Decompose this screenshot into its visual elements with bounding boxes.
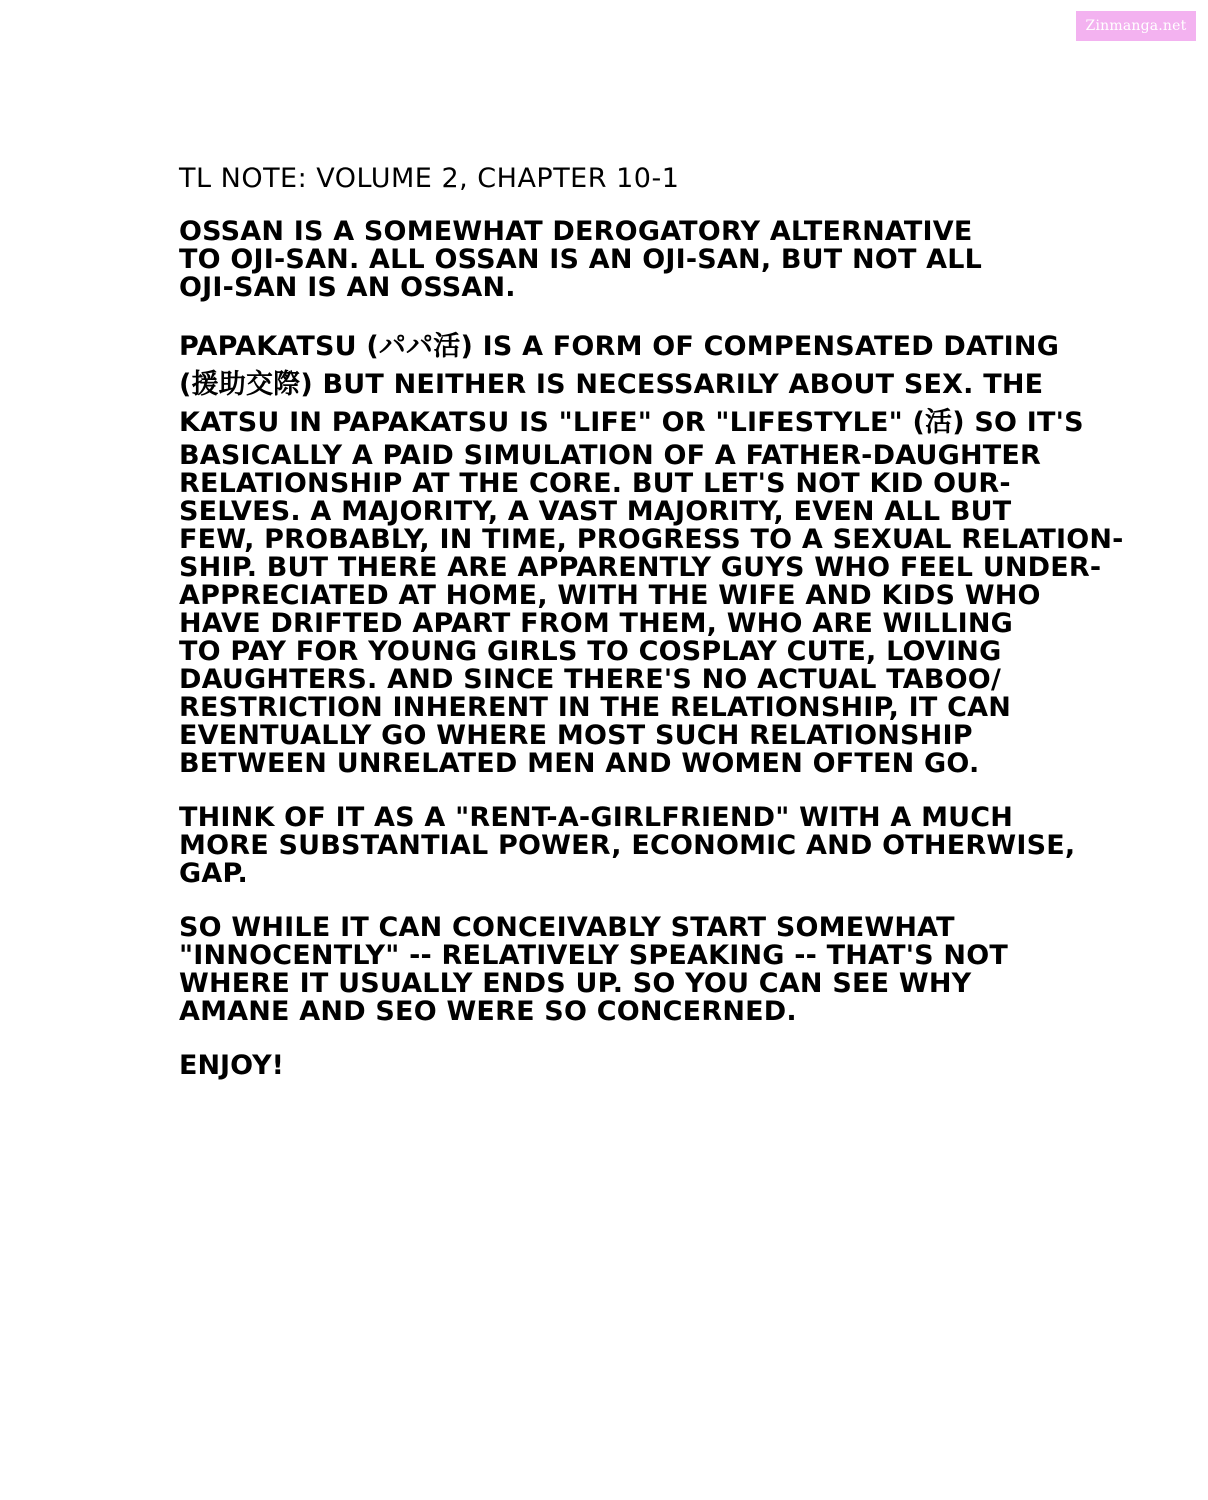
text-line: SO WHILE IT CAN CONCEIVABLY START SOMEWHAT [179,912,955,943]
text-line: "INNOCENTLY" -- RELATIVELY SPEAKING -- THAT'S NOT [179,940,1008,971]
text-line: PAPAKATSU (パパ活) IS A FORM OF COMPENSATED DATING [179,331,1060,362]
text-line: BETWEEN UNRELATED MEN AND WOMEN OFTEN GO. [179,748,980,779]
text-line: DAUGHTERS. AND SINCE THERE'S NO ACTUAL TABOO/ [179,664,1002,695]
text-line: TO PAY FOR YOUNG GIRLS TO COSPLAY CUTE, LOVING [179,636,1002,667]
text-line: AMANE AND SEO WERE SO CONCERNED. [179,996,797,1027]
text-line: BASICALLY A PAID SIMULATION OF A FATHER-DAUGHTER [179,440,1041,471]
paragraph-ossan [179,218,1149,302]
text-line: RELATIONSHIP AT THE CORE. BUT LET'S NOT KID OUR- [179,468,1011,499]
text-line: HAVE DRIFTED APART FROM THEM, WHO ARE WILLING [179,608,1014,639]
text-line: SELVES. A MAJORITY, A VAST MAJORITY, EVEN ALL BUT [179,496,1012,527]
text-line: RESTRICTION INHERENT IN THE RELATIONSHIP, IT CAN [179,692,1011,723]
note-heading: TL NOTE: VOLUME 2, CHAPTER 10-1 [179,163,680,194]
text-line: THINK OF IT AS A "RENT-A-GIRLFRIEND" WITH A MUCH [179,802,1014,833]
text-line: FEW, PROBABLY, IN TIME, PROGRESS TO A SEXUAL RELATION- [179,524,1124,555]
text-line: EVENTUALLY GO WHERE MOST SUCH RELATIONSHIP [179,720,973,751]
text-line: TO OJI-SAN. ALL OSSAN IS AN OJI-SAN, BUT NOT ALL [179,244,983,275]
text-line: OSSAN IS A SOMEWHAT DEROGATORY ALTERNATIVE [179,216,973,247]
paragraph-conclusion [179,914,1149,1026]
translator-note [179,162,1149,1080]
text-line: APPRECIATED AT HOME, WITH THE WIFE AND KIDS WHO [179,580,1041,611]
paragraph-rent-a-girlfriend [179,804,1149,888]
signoff: ENJOY! [179,1050,284,1081]
text-line: WHERE IT USUALLY ENDS UP. SO YOU CAN SEE WHY [179,968,972,999]
site-watermark: Zinmanga.net [1076,11,1196,41]
text-line: MORE SUBSTANTIAL POWER, ECONOMIC AND OTHERWISE, [179,830,1076,861]
text-line: GAP. [179,858,248,889]
paragraph-papakatsu [179,328,1149,778]
text-line: (援助交際) BUT NEITHER IS NECESSARILY ABOUT SEX. THE [179,369,1044,400]
paragraph-papakatsu-intro [179,328,1149,442]
text-line: SHIP. BUT THERE ARE APPARENTLY GUYS WHO FEEL UNDER- [179,552,1102,583]
text-line: OJI-SAN IS AN OSSAN. [179,272,516,303]
text-line: KATSU IN PAPAKATSU IS "LIFE" OR "LIFESTYLE" (活) SO IT'S [179,407,1084,438]
